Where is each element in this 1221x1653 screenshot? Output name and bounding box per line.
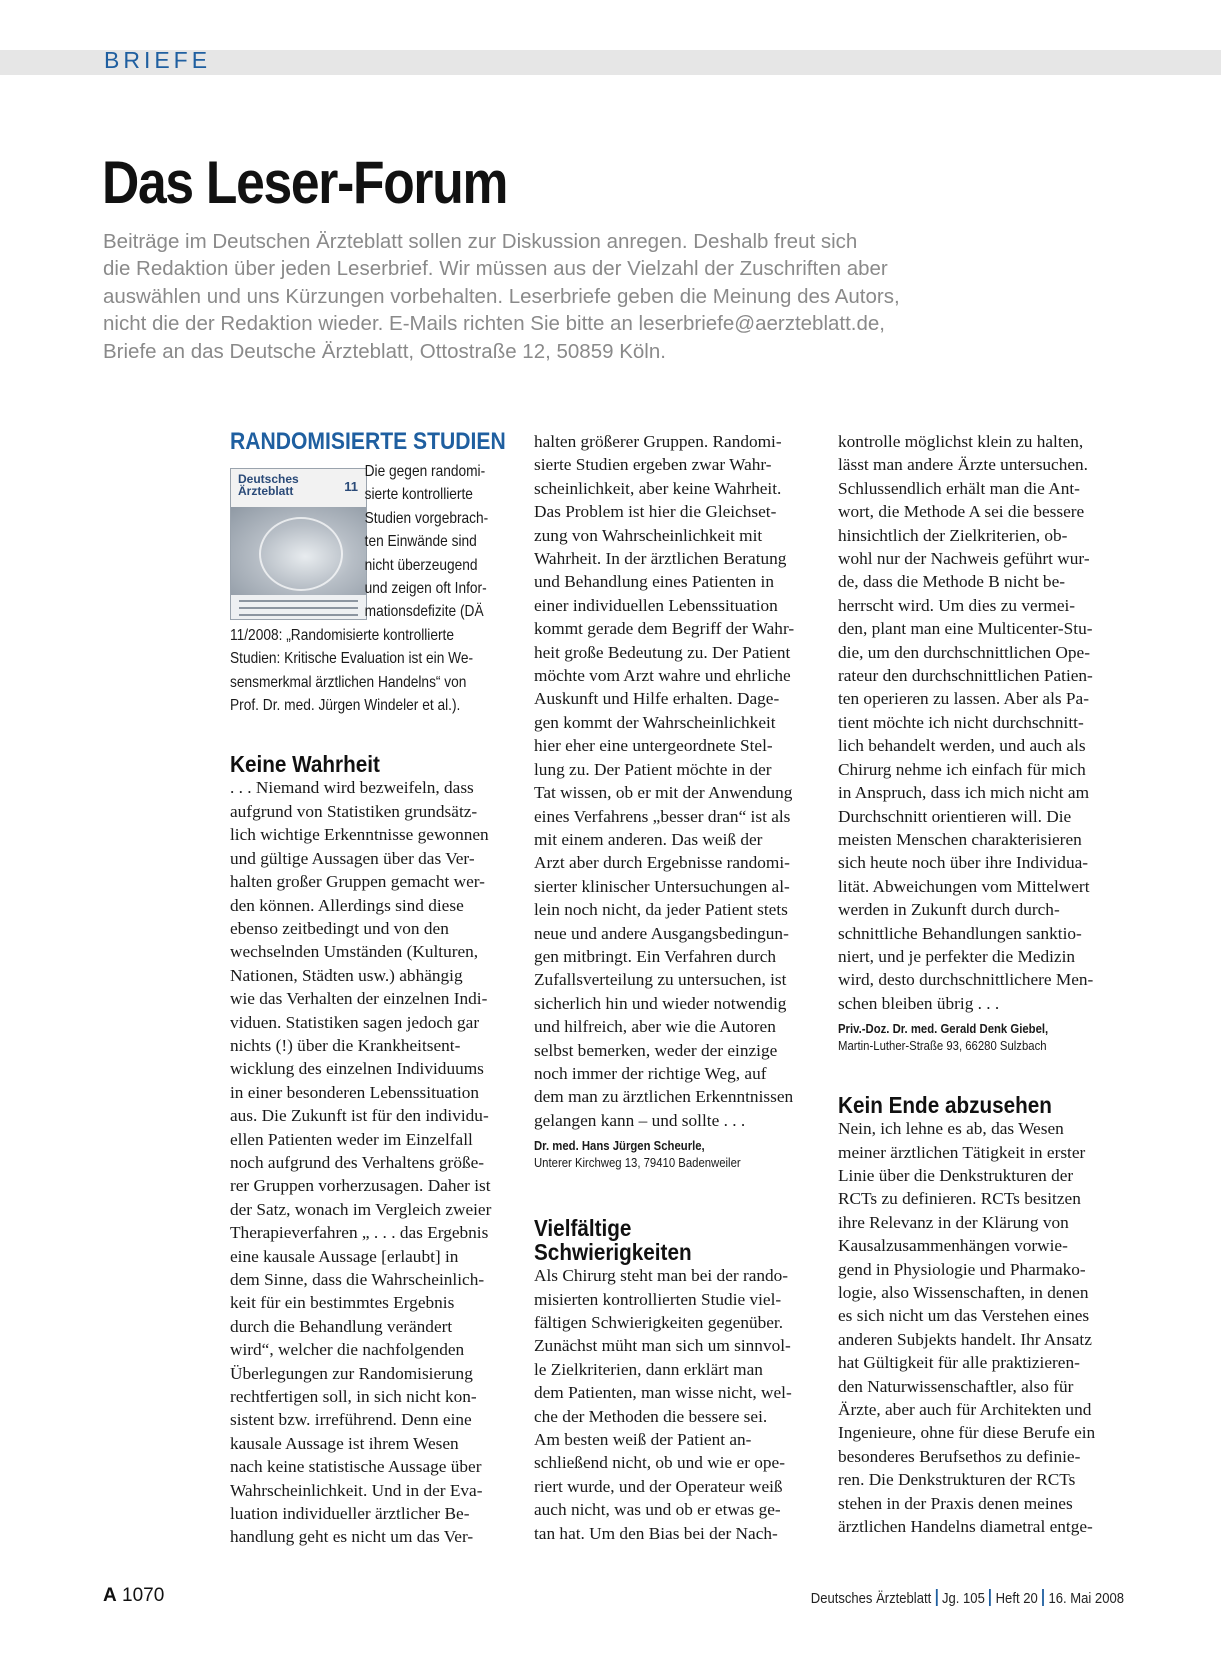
body-line: lässt man andere Ärzte untersuchen. [838,455,1088,475]
body-line: lität. Abweichungen vom Mittelwert [838,876,1090,896]
teaser-line: sierte kontrollierte [364,486,473,504]
intro-line: die Redaktion über jeden Leserbrief. Wir müssen aus der Vielzahl der Zuschriften aber [103,257,888,281]
letter-heading: Kein Ende abzusehen [838,1092,1052,1119]
body-line: aufgrund von Statistiken grundsätz- [230,801,478,821]
body-line: ebenso zeitbedingt und von den [230,918,449,938]
separator [936,1589,938,1606]
body-line: dem Patienten, man wisse nicht, wel- [534,1383,792,1403]
body-line: kausale Aussage ist ihrem Wesen [230,1433,459,1453]
body-line: Am besten weiß der Patient an- [534,1430,752,1450]
body-line: luation individueller ärztlicher Be- [230,1504,470,1524]
body-line: Wahrheit. In der ärztlichen Beratung [534,549,787,569]
body-line: halten größerer Gruppen. Randomi- [534,432,782,451]
body-line: ren. Die Denkstrukturen der RCTs [838,1470,1076,1490]
letter-body [230,776,515,1548]
teaser-line: nicht überzeugend [364,556,478,574]
page-title: Das Leser-Forum [102,149,508,216]
body-line: der Satz, wonach im Vergleich zweier [230,1199,492,1219]
body-line: Zufallsverteilung zu untersuchen, ist [534,970,787,990]
journal-info [811,1589,1124,1607]
body-line: den, plant man eine Multicenter-Stu- [838,619,1093,639]
journal-volume: Jg. 105 [942,1591,985,1607]
body-line: lich wichtige Erkenntnisse gewonnen [230,825,489,845]
body-line: Kausalzusammenhängen vorwie- [838,1236,1068,1256]
body-line: und gültige Aussagen über das Ver- [230,848,475,868]
cover-brand-line: Deutsches [238,472,299,486]
body-line: kommt gerade dem Begriff der Wahr- [534,619,795,639]
teaser-line: Die gegen randomi- [364,463,486,480]
teaser-line: 11/2008: „Randomisierte kontrollierte [230,626,455,644]
separator [989,1589,991,1606]
body-line: die, um den durchschnittlichen Ope- [838,642,1090,662]
body-line: anderen Subjekts handelt. Ihr Ansatz [838,1329,1092,1349]
teaser-line: und zeigen oft Infor- [364,580,487,598]
author-address: Unterer Kirchweg 13, 79410 Badenweiler [534,1156,741,1171]
cover-brand-line: Ärzteblatt [238,484,294,498]
intro-line: Beiträge im Deutschen Ärzteblatt sollen zur Diskussion anregen. Deshalb freut sich [103,230,858,253]
body-line: Therapieverfahren „ . . . das Ergebnis [230,1223,489,1243]
body-line: gen mitbringt. Ein Verfahren durch [534,946,777,966]
body-line: meiner ärztlichen Tätigkeit in erster [838,1142,1086,1162]
body-line: eines Verfahrens „besser dran“ ist als [534,806,791,826]
body-line: sistent bzw. irreführend. Denn eine [230,1410,472,1430]
body-line: noch aufgrund des Verhaltens größe- [230,1152,485,1172]
body-line: mit einem anderen. Das weiß der [534,829,763,849]
intro-text [103,228,1003,365]
intro-line: Briefe an das Deutsche Ärzteblatt, Ottostraße 12, 50859 Köln. [103,339,666,363]
body-line: Ärzte, aber auch für Architekten und [838,1400,1092,1420]
body-line: zung von Wahrscheinlichkeit mit [534,525,763,545]
body-line: scheinlichkeit, aber keine Wahrheit. [534,478,782,498]
page-number [103,1585,164,1607]
body-line: wort, die Methode A sei die bessere [838,502,1085,522]
column-2 [534,430,819,1545]
body-line: dem Sinne, dass die Wahrscheinlich- [230,1270,485,1289]
journal-name: Deutsches Ärzteblatt [810,1591,932,1607]
intro-line: nicht die der Redaktion wieder. E-Mails richten Sie bitte an leserbriefe@aerzteblatt.de, [103,312,885,336]
body-line: gen kommt der Wahrscheinlichkeit [534,712,776,732]
body-line: wohl nur der Nachweis geführt wur- [838,549,1090,569]
body-line: und hilfreich, aber wie die Autoren [534,1017,776,1037]
body-line: rechtfertigen soll, in sich nicht kon- [230,1387,477,1407]
body-line: . . . Niemand wird bezweifeln, dass [230,778,474,798]
body-line: lich behandelt werden, und auch als [838,736,1086,756]
body-line: gend in Physiologie und Pharmako- [838,1259,1086,1279]
body-line: Wahrscheinlichkeit. Und in der Eva- [230,1480,483,1500]
body-line: hier eher eine untergeordnete Stel- [534,736,773,756]
body-line: Nationen, Städten usw.) abhängig [230,965,463,985]
body-line: gelangen kann – und sollte . . . [534,1110,746,1130]
body-line: Auskunft und Hilfe erhalten. Dage- [534,689,780,709]
body-line: Ingenieure, ohne für diese Berufe ein [838,1423,1096,1443]
author-name: Dr. med. Hans Jürgen Scheurle, [534,1139,705,1154]
body-line: lung zu. Der Patient möchte in der [534,759,772,779]
body-line: selbst bemerken, weder der einzige [534,1040,778,1060]
body-line: möchte vom Arzt wahre und ehrliche [534,666,791,686]
body-line: aus. Die Zukunft ist für den individu- [230,1106,489,1126]
body-line: dem man zu ärztlichen Erkenntnissen [534,1087,794,1107]
body-line: Tat wissen, ob er mit der Anwendung [534,783,793,803]
body-line: sierte Studien ergeben zwar Wahr- [534,455,772,475]
body-line: niert, und je perfekter die Medizin [838,946,1076,966]
body-line: sich heute noch über ihre Individua- [838,853,1089,873]
author-address: Martin-Luther-Straße 93, 66280 Sulzbach [838,1039,1047,1054]
page-prefix: A [103,1585,117,1606]
author-name: Priv.-Doz. Dr. med. Gerald Denk Giebel, [838,1022,1049,1037]
body-line: stehen in der Praxis denen meines [838,1493,1073,1513]
body-line: meisten Menschen charakterisieren [838,829,1082,849]
body-line: Schlussendlich erhält man die Ant- [838,478,1080,498]
body-line: che der Methoden die bessere sei. [534,1406,768,1426]
body-line: wird“, welcher die nachfolgenden [230,1340,465,1360]
body-line: RCTs zu definieren. RCTs besitzen [838,1189,1081,1209]
journal-issue: Heft 20 [995,1591,1038,1607]
body-line: werden in Zukunft durch durch- [838,900,1060,920]
body-line: viduen. Statistiken sagen jedoch gar [230,1012,480,1032]
body-line: riert wurde, und der Operateur weiß [534,1476,783,1496]
body-line: sierter klinischer Untersuchungen al- [534,876,790,896]
body-line: ärztlichen Handelns diametral entge- [838,1517,1093,1537]
body-line: durch die Behandlung verändert [230,1316,453,1336]
body-line: einer individuellen Lebenssituation [534,595,778,615]
body-line: eine kausale Aussage [erlaubt] in [230,1246,459,1266]
body-line: sicherlich hin und wieder notwendig [534,993,787,1013]
body-line: schließend nicht, ob und wie er ope- [534,1453,785,1473]
author-signature [838,1021,1095,1055]
heading-line: Schwierigkeiten [534,1239,692,1266]
body-line: halten großer Gruppen gemacht wer- [230,872,485,892]
body-line: den Naturwissenschaftler, also für [838,1376,1074,1396]
body-line: handlung geht es nicht um das Ver- [230,1527,474,1547]
body-line: schen bleiben übrig . . . [838,993,1000,1013]
body-line: hinsichtlich der Zielkriterien, ob- [838,525,1068,545]
body-line: wechselnden Umständen (Kulturen, [230,942,479,962]
body-line: schnittliche Behandlungen sanktio- [838,923,1082,943]
body-line: Arzt aber durch Ergebnisse randomi- [534,853,790,873]
body-line: kontrolle möglichst klein zu halten, [838,432,1084,451]
body-line: Linie über die Denkstrukturen der [838,1165,1074,1185]
body-line: noch immer der richtige Weg, auf [534,1063,767,1083]
column-3 [838,430,1123,1538]
body-line: de, dass die Methode B nicht be- [838,572,1066,592]
journal-date: 16. Mai 2008 [1048,1591,1124,1607]
letter-body [838,1117,1123,1538]
body-line: Nein, ich lehne es ab, das Wesen [838,1119,1064,1139]
body-line: lein noch nicht, da jeder Patient stets [534,900,788,920]
body-line: ten operieren zu lassen. Aber als Pa- [838,689,1089,709]
body-line: wird, desto durchschnittlichere Men- [838,970,1094,990]
body-line: hat Gültigkeit für alle praktizieren- [838,1353,1080,1373]
author-signature [534,1138,791,1172]
section-label: BRIEFE [104,47,212,73]
letter-heading: Keine Wahrheit [230,751,380,778]
teaser-line: Studien vorgebrach- [364,509,489,527]
body-line: es sich nicht um das Verstehen eines [838,1306,1090,1326]
letter-body [534,430,819,1132]
body-line: nichts (!) über die Krankheitsent- [230,1035,461,1055]
body-line: herrscht wird. Um dies zu vermei- [838,595,1076,615]
cover-issue-number: 11 [344,479,358,494]
separator [1042,1589,1044,1606]
body-line: wicklung des einzelnen Individuums [230,1059,484,1079]
body-line: heit große Bedeutung zu. Der Patient [534,642,791,662]
body-line: rateur den durchschnittlichen Patien- [838,666,1093,686]
body-line: in Anspruch, dass ich mich nicht am [838,783,1090,803]
letter-body [838,430,1123,1015]
body-line: Chirurg nehme ich einfach für mich [838,759,1086,779]
body-line: Durchschnitt orientieren will. Die [838,806,1072,826]
body-line: logie, also Wissenschaften, in denen [838,1283,1089,1302]
body-line: in einer besonderen Lebenssituation [230,1082,480,1102]
column-1 [230,430,515,1549]
body-line: ellen Patienten weder im Einzelfall [230,1129,473,1149]
body-line: wie das Verhalten der einzelnen Indi- [230,989,488,1009]
body-line: le Zielkriterien, dann erklärt man [534,1359,763,1379]
body-line: Das Problem ist hier die Gleichset- [534,502,777,522]
body-line: tan hat. Um den Bias bei der Nach- [534,1523,778,1543]
body-line: ihre Relevanz in der Klärung von [838,1212,1069,1232]
letter-body [534,1264,819,1545]
body-line: und Behandlung eines Patienten in [534,572,774,592]
topic-teaser [230,460,489,717]
body-line: Überlegungen zur Randomisierung [230,1363,473,1383]
body-line: neue und andere Ausgangsbedingun- [534,923,789,943]
body-line: Zunächst müht man sich um sinnvol- [534,1336,791,1356]
body-line: nach keine statistische Aussage über [230,1457,482,1477]
page-number-value: 1070 [122,1585,165,1606]
teaser-line: ten Einwände sind [364,533,477,551]
teaser-line: mationsdefizite (DÄ [364,603,484,621]
body-line: Als Chirurg steht man bei der rando- [534,1266,789,1286]
topic-heading: RANDOMISIERTE STUDIEN [230,428,506,455]
body-line: besonderes Berufsethos zu definie- [838,1446,1081,1466]
intro-line: auswählen und uns Kürzungen vorbehalten. Leserbriefe geben die Meinung des Autors, [103,284,900,308]
body-line: den können. Allerdings sind diese [230,895,464,915]
body-line: keit für ein bestimmtes Ergebnis [230,1293,455,1313]
body-line: misierten kontrollierten Studie viel- [534,1289,782,1309]
body-line: fältigen Schwierigkeiten gegenüber. [534,1313,784,1332]
body-line: rer Gruppen vorherzusagen. Daher ist [230,1176,491,1196]
letter-heading [534,1216,791,1264]
teaser-line: sensmerkmal ärztlichen Handelns“ von [230,673,467,691]
teaser-line: Studien: Kritische Evaluation ist ein We- [230,650,474,668]
heading-line: Vielfältige [534,1215,632,1242]
teaser-line: Prof. Dr. med. Jürgen Windeler et al.). [230,697,461,715]
body-line: auch nicht, was und ob er etwas ge- [534,1500,781,1520]
body-line: tient möchte ich nicht durchschnitt- [838,712,1084,732]
